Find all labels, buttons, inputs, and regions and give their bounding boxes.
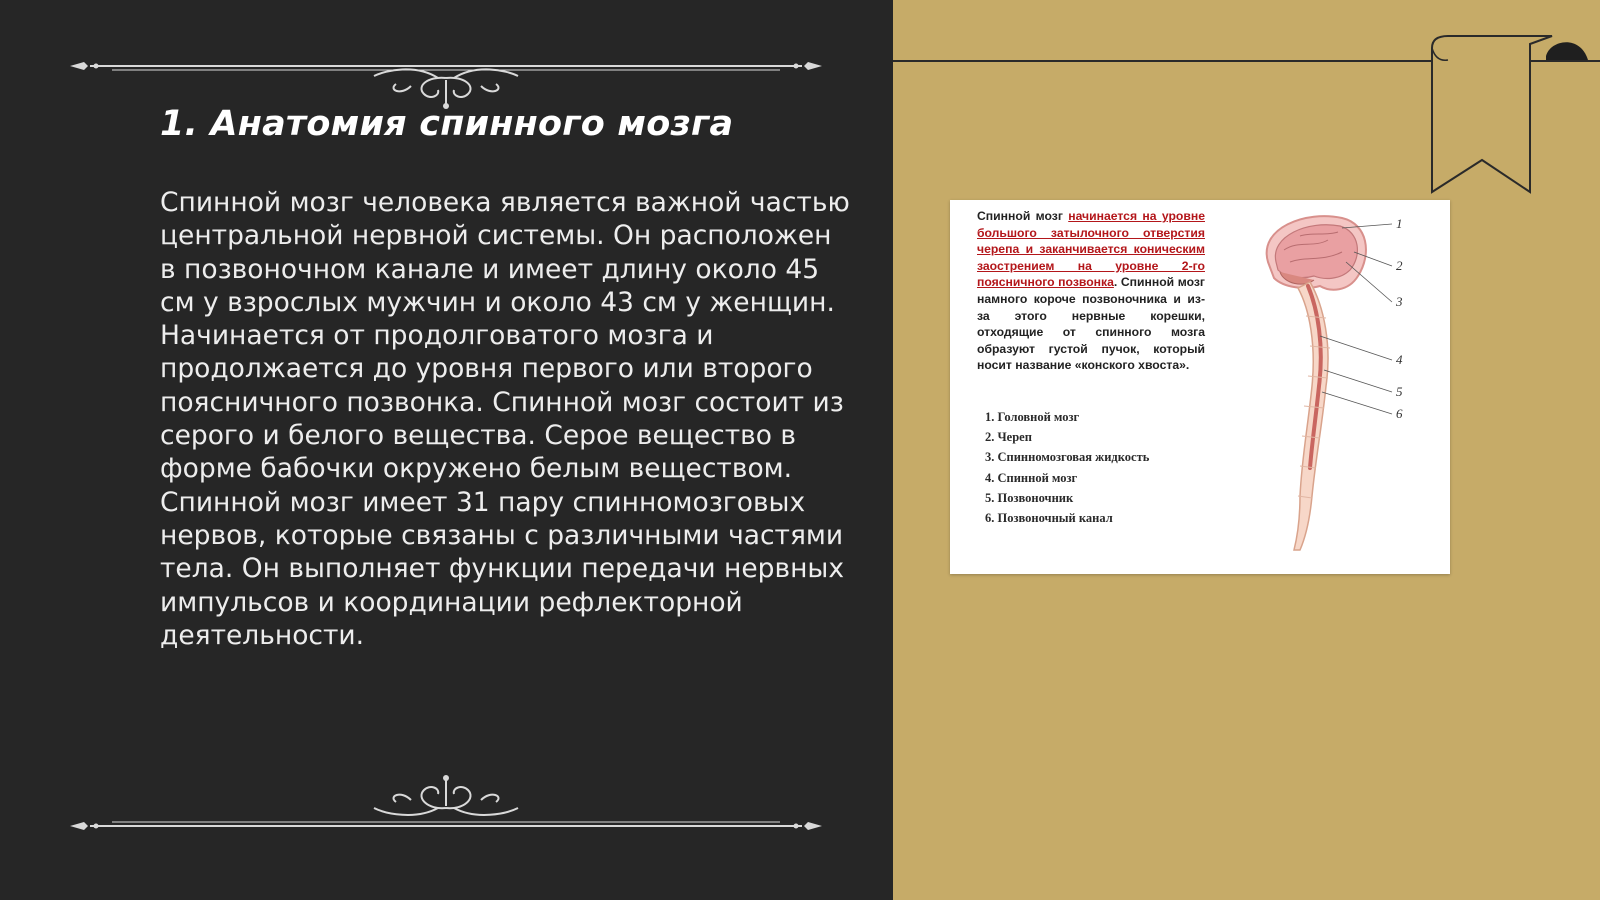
callout-number: 5 [1396,384,1403,399]
legend-item: 2. Череп [985,430,1032,445]
callout-number: 1 [1396,216,1403,231]
figure-highlight-text: начинается на уровне большого затылочного отверстия черепа и заканчивается коническим заострением на уровне 2-го поясничного позвонка [977,209,1205,290]
figure-legend [985,407,1149,528]
spine-column [1294,282,1328,550]
callout-number: 2 [1396,258,1403,273]
figure-description [977,208,1205,374]
spinal-cord-illustration [1250,206,1440,556]
spinal-cord-figure [950,200,1450,574]
figure-rest-text: . Спинной мозг намного короче позвоночника и из-за этого нервные корешки, отходящие от спинного мозга образуют густой пучок, который носит название «конского хвоста». [977,275,1205,373]
figure-lead-text: Спинной мозг [977,209,1069,223]
slide-title: 1. Анатомия спинного мозга [160,104,734,144]
bookmark-ribbon-icon [1430,34,1600,204]
callout-number: 4 [1396,352,1403,367]
legend-item: 3. Спинномозговая жидкость [985,450,1150,465]
callout-number: 3 [1396,294,1403,309]
flourish-divider-top-icon [66,50,826,110]
flourish-divider-bottom-icon [66,772,826,832]
slide-body-text: Спинной мозг человека является важной частью центральной нервной системы. Он расположен в позвоночном канале и имеет длину около 45 см у взрослых мужчин и около 43 см у женщин. Начинается от продолговатого мозга и продолжается до уровня первого или второго поясничного позвонка. Спинной мозг состоит из серого и белого вещества. Серое вещество в форме бабочки окружено белым веществом. Спинной мозг имеет 31 пару спинномозговых нервов, которые связаны с различными частями тела. Он выполняет функции передачи нервных импульсов и координации рефлекторной деятельности. [160,187,850,651]
callout-number: 6 [1396,406,1403,421]
legend-item: 5. Позвоночник [985,490,1074,505]
legend-item: 4. Спинной мозг [985,470,1078,485]
legend-item: 6. Позвоночный канал [985,510,1113,525]
legend-item: 1. Головной мозг [985,410,1080,424]
